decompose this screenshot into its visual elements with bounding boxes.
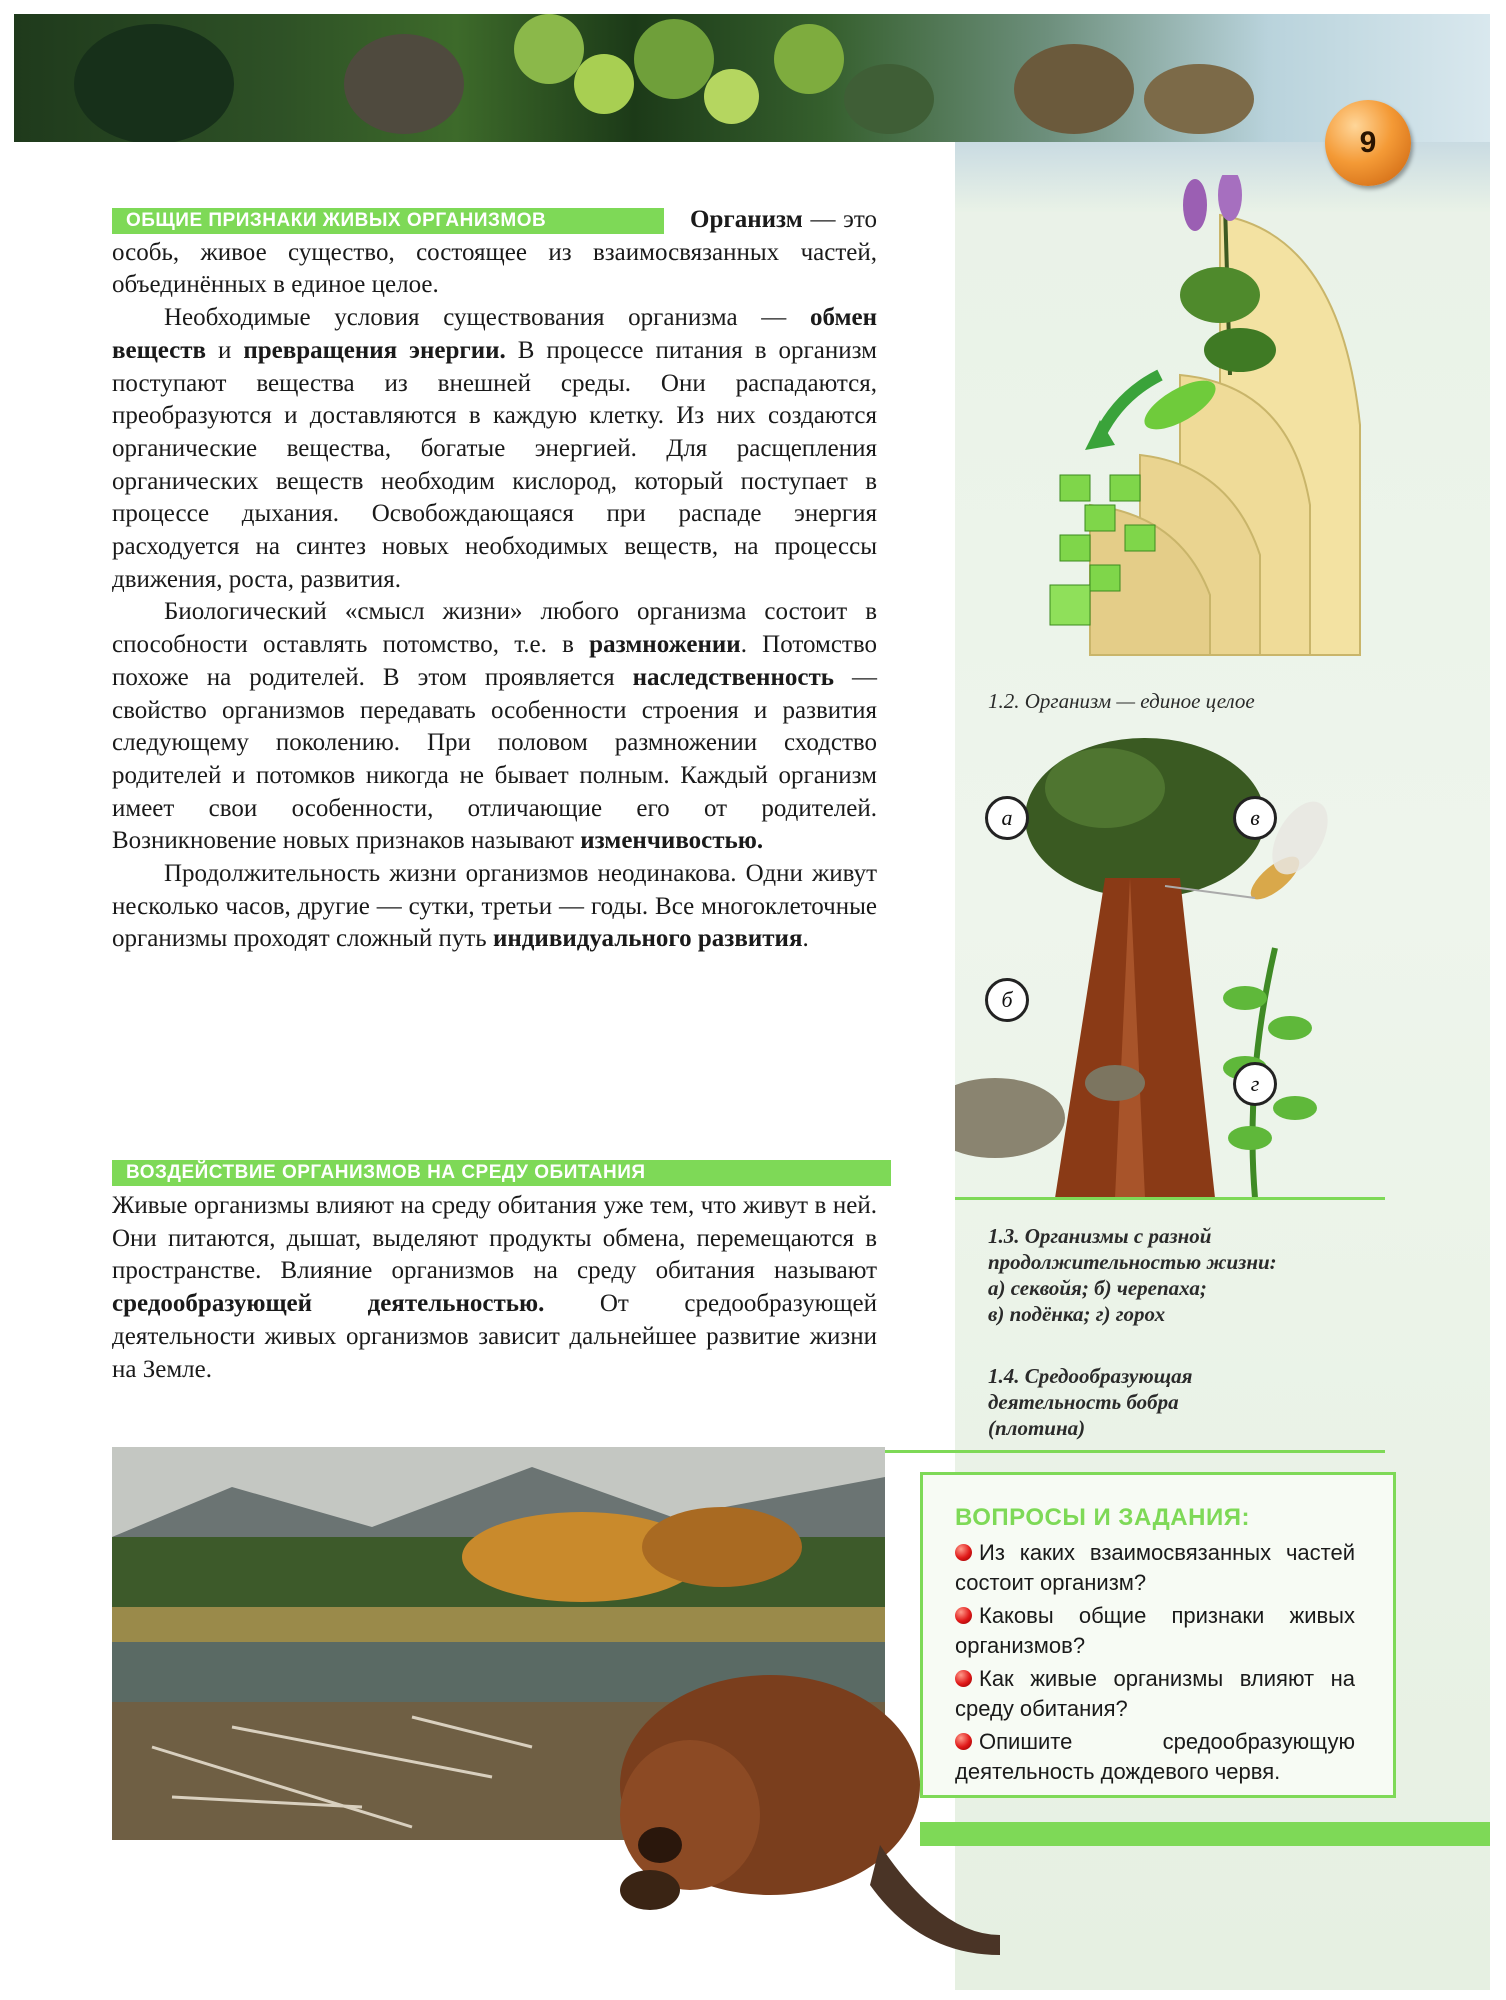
list-item: Из каких взаимосвязанных частей состоит организм? (955, 1540, 1355, 1595)
caption-fig-1-3: 1.3. Организмы с разной продолжительностью жизни: а) секвойя; б) черепаха; в) подёнка; г) горох (988, 1224, 1277, 1326)
label-a: а (985, 796, 1029, 840)
term-development: индивидуального развития (492, 925, 803, 953)
caption-fig-1-2: 1.2. Организм — единое целое (988, 689, 1255, 713)
divider-line (885, 1450, 1385, 1453)
term-reproduction: размножении (589, 631, 741, 659)
term-metabolism: обмен веществ (112, 304, 877, 364)
bullet-icon (955, 1607, 972, 1624)
label-v: в (1233, 796, 1277, 840)
organism-levels-illustration (1030, 175, 1400, 675)
bullet-icon (955, 1733, 972, 1750)
top-banner-photo (14, 14, 1490, 142)
section-header-general-traits: ОБЩИЕ ПРИЗНАКИ ЖИВЫХ ОРГАНИЗМОВ (112, 208, 664, 234)
label-g: г (1233, 1062, 1277, 1106)
section2-text: Живые организмы влияют на среду обитания уже тем, что живут в ней. Они питаются, дышат, выделяют продукты обмена, перемещаются в пространстве. Влияние организмов на среду обитания называют средообразующей деятельностью. От средообразующей деятельности живых организмов зависит дальнейшее развитие жизни на Земле. (112, 1192, 878, 1383)
page-number: 9 (1359, 126, 1377, 159)
section-header-environment-impact: ВОЗДЕЙСТВИЕ ОРГАНИЗМОВ НА СРЕДУ ОБИТАНИЯ (112, 1160, 891, 1186)
questions-list (955, 1538, 1355, 1790)
term-organism: Организм (690, 206, 803, 233)
label-b: б (985, 978, 1029, 1022)
list-item: Каковы общие признаки живых организмов? (955, 1603, 1355, 1658)
term-environment-forming: средообразующей деятельностью. (112, 1290, 545, 1318)
term-variability: изменчивостью. (580, 827, 764, 855)
bullet-icon (955, 1544, 972, 1561)
list-item: Как живые организмы влияют на среду обитания? (955, 1666, 1355, 1721)
questions-title: ВОПРОСЫ И ЗАДАНИЯ: (955, 1504, 1250, 1531)
bullet-icon (955, 1670, 972, 1687)
turtle-icon (955, 1078, 1065, 1158)
term-heredity: наследственность (632, 663, 834, 691)
page-number-badge (1325, 100, 1411, 186)
list-item: Опишите средообразующую деятельность дождевого червя. (955, 1729, 1355, 1784)
questions-bottom-bar (920, 1822, 1490, 1846)
section1-text: Организм — это особь, живое существо, состоящее из взаимосвязанных частей, объединённых в единое целое. Необходимые условия существования организма — обмен веществ и превращения энергии. В процессе питания в организм поступают вещества из внешней среды. Они распадаются, преобразуются и доставляются в каждую клетку. Из них создаются органические вещества, богатые энергией. Для расщепления органических веществ необходим кислород, который поступает в процессе дыхания. Освобождающаяся при распаде энергия расходуется на синтез новых необходимых веществ, на процессы движения, роста, развития. Биологический «смысл жизни» любого организма состоит в способности оставлять потомство, т.е. в размножении. Потомство похоже на родителей. В этом проявляется наследственность — свойство организмов передавать особенности строения и развития следующему поколению. При половом размножении сходство родителей и потомков никогда не бывает полным. Каждый организм имеет свои особенности, отличающие его от родителей. Возникновение новых признаков называют изменчивостью. Продолжительность жизни организмов неодинакова. Одни живут несколько часов, другие — сутки, третьи — годы. Все многоклеточные организмы проходят сложный путь индивидуального развития. (112, 206, 878, 953)
term-energy: превращения энергии. (243, 336, 506, 364)
caption-fig-1-4: 1.4. Средообразующая деятельность бобра (плотина) (988, 1364, 1193, 1440)
divider-line (955, 1197, 1385, 1200)
